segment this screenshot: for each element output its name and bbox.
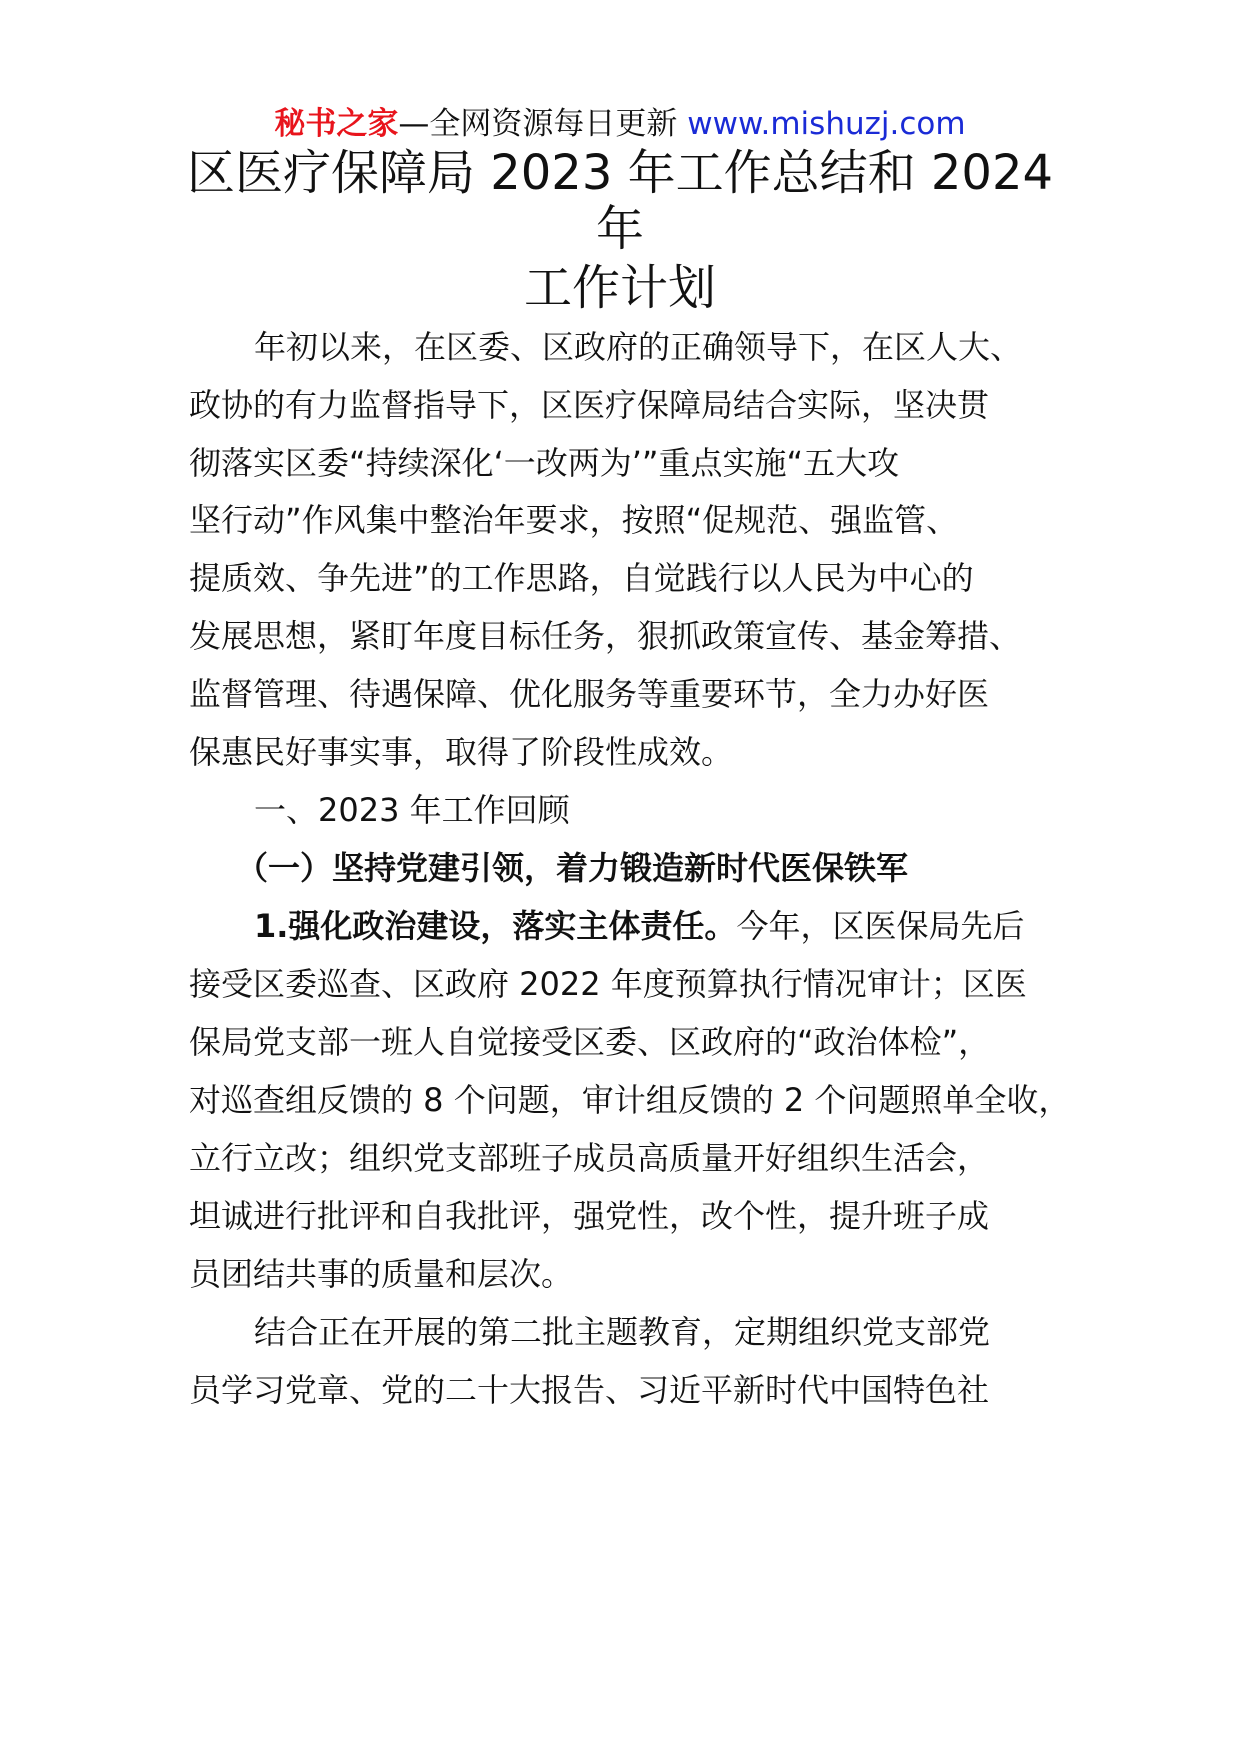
item-1-line: 员团结共事的质量和层次。	[189, 1255, 574, 1293]
intro-line: 保惠民好事实事，取得了阶段性成效。	[189, 733, 734, 771]
para-2-line: 员学习党章、党的二十大报告、习近平新时代中国特色社	[189, 1371, 990, 1409]
item-1-lead: 1.强化政治建设，落实主体责任。	[254, 907, 737, 945]
site-url-link[interactable]: www.mishuzj.com	[687, 106, 966, 142]
document-title-line-2: 年	[595, 201, 644, 257]
section-heading: 一、2023 年工作回顾	[254, 791, 570, 829]
intro-line: 发展思想，紧盯年度目标任务，狠抓政策宣传、基金筹措、	[189, 617, 1022, 655]
brand-name: 秘书之家	[274, 106, 399, 142]
intro-line: 监督管理、待遇保障、优化服务等重要环节，全力办好医	[189, 675, 990, 713]
item-1-line: 立行立改；组织党支部班子成员高质量开好组织生活会，	[189, 1139, 990, 1177]
item-1-line: 保局党支部一班人自觉接受区委、区政府的“政治体检”，	[189, 1023, 991, 1061]
sub-heading: （一）坚持党建引领，着力锻造新时代医保铁军	[236, 849, 909, 887]
intro-line: 政协的有力监督指导下，区医疗保障局结合实际，坚决贯	[189, 386, 990, 424]
intro-line: 年初以来，在区委、区政府的正确领导下，在区人大、	[254, 328, 1023, 366]
intro-line: 坚行动”作风集中整治年要求，按照“促规范、强监管、	[189, 501, 959, 539]
header-slogan: —全网资源每日更新	[398, 106, 678, 142]
intro-line: 提质效、争先进”的工作思路，自觉践行以人民为中心的	[189, 559, 974, 597]
item-1-line: 对巡查组反馈的 8 个问题，审计组反馈的 2 个问题照单全收，	[189, 1081, 1071, 1119]
intro-line: 彻落实区委“持续深化‘一改两为’”重点实施“五大攻	[189, 444, 900, 482]
item-1-line: 坦诚进行批评和自我批评，强党性，改个性，提升班子成	[189, 1197, 990, 1235]
document-title-line-1: 区医疗保障局 2023 年工作总结和 2024	[186, 145, 1054, 201]
item-1-first-line	[254, 904, 1024, 948]
site-header	[0, 102, 1240, 146]
item-1-rest: 今年，区医保局先后	[736, 907, 1025, 945]
item-1-line: 接受区委巡查、区政府 2022 年度预算执行情况审计；区医	[189, 965, 1027, 1003]
para-2-line: 结合正在开展的第二批主题教育，定期组织党支部党	[254, 1313, 991, 1351]
document-title-line-3: 工作计划	[523, 260, 716, 316]
